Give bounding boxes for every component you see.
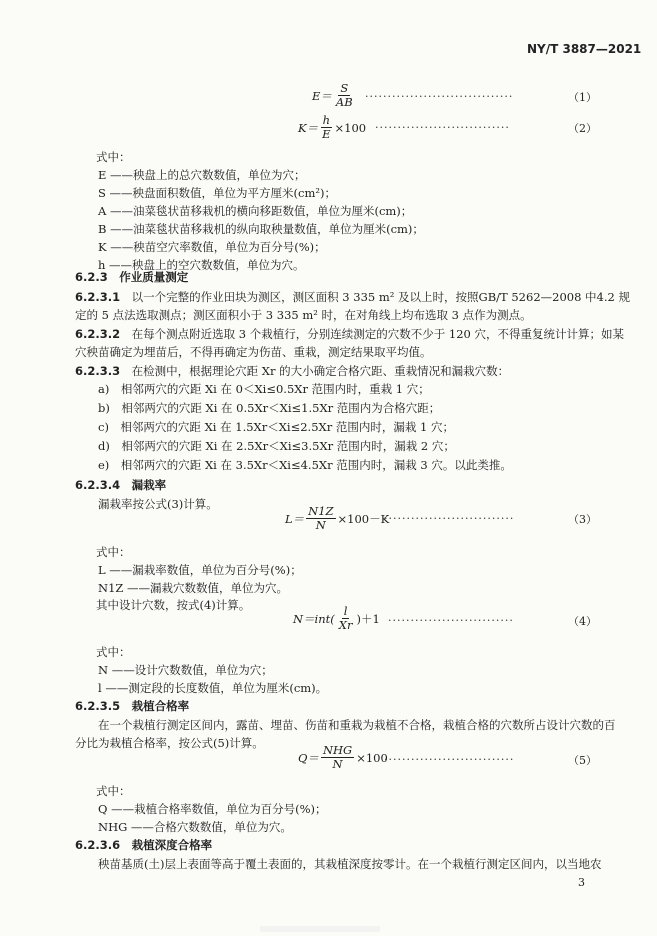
where-3-item: L ——漏栽率数值，单位为百分号(%)； [98,563,302,577]
formula-2-leader: ······························ [375,121,510,134]
list-item: c) 相邻两穴的穴距 Xi 在 1.5Xr＜Xi≤2.5Xr 范围内时，漏栽 1 穴； [98,420,454,434]
section-number: 6.2.3.5 [75,699,121,713]
formula-5-number: （5） [568,754,597,767]
formula-5-leader: ····························· [384,753,515,766]
where-1-item: K ——秧苗空穴率数值，单位为百分号(%)； [98,240,326,254]
section-title: 栽植合格率 [131,699,190,713]
section-6-2-3-6-heading [75,838,212,852]
where-1-item: h ——秧盘上的空穴数数值，单位为穴。 [98,258,305,272]
formula-5-denominator: N [332,757,343,771]
formula-4-leader: ···························· [388,614,514,627]
formula-5 [298,744,388,771]
section-6-2-3-5-heading [75,699,189,713]
section-title: 漏栽率 [131,478,167,492]
scan-artifact [260,926,380,932]
clause-6-2-3-3-list [98,382,512,477]
clause-number: 6.2.3.3 [75,364,121,378]
where-1-item: S ——秧盘面积数值，单位为平方厘米(cm²)； [98,186,336,200]
where-4-title: 式中： [96,645,131,659]
section-number: 6.2.3.4 [75,478,121,492]
clause-6-2-3-2-cont: 穴秧苗确定为埋苗后，不得再确定为伤苗、重栽，测定结果取平均值。 [75,345,432,359]
where-1-list [98,168,424,276]
formula-4-number: （4） [568,615,597,628]
formula-3-denominator: N [315,518,326,532]
formula-3-lhs: L＝ [285,511,305,526]
formula-2 [298,114,366,141]
formula-1-denominator: AB [335,95,353,109]
where-5-item: NHG ——合格穴数数值，单位为穴。 [98,820,292,834]
where-4-item: N ——设计穴数数值，单位为穴； [98,663,273,677]
where-3-title: 式中： [96,545,131,559]
formula-2-numerator: h [322,113,330,127]
where-4-list [98,663,327,699]
standard-number: NY/T 3887—2021 [527,42,642,56]
clause-line: 在每个测点附近选取 3 个栽植行，分别连续测定的穴数不少于 120 穴，不得重复统计计算；如某 [131,327,625,341]
where-5-item: Q ——栽植合格率数值，单位为百分号(%)； [98,802,327,816]
formula-5-tail: ×100 [356,750,388,765]
where-1-title: 式中： [96,150,131,164]
formula-4-denominator: Xr [338,618,353,632]
clause-6-2-3-2 [75,327,624,341]
formula-3 [285,505,389,532]
formula-4-numerator: l [343,604,348,618]
section-6-2-3-heading [75,270,188,284]
where-3-after: 其中设计穴数，按式(4)计算。 [96,598,251,612]
section-number: 6.2.3.6 [75,838,121,852]
clause-line: 在检测中，根据理论穴距 Xr 的大小确定合格穴距、重栽情况和漏栽穴数： [131,364,510,378]
formula-3-leader: ····························· [384,512,515,525]
formula-3-numerator: N1Z [308,504,334,518]
formula-1 [312,82,357,109]
formula-1-numerator: S [340,81,349,95]
where-4-item: l ——测定段的长度数值，单位为厘米(cm)。 [98,681,328,695]
formula-2-denominator: E [322,127,331,141]
section-6-2-3-5-line2: 分比为栽植合格率，按公式(5)计算。 [75,736,264,750]
page-number: 3 [578,876,585,889]
list-item: b) 相邻两穴的穴距 Xi 在 0.5Xr＜Xi≤1.5Xr 范围内为合格穴距； [98,401,441,415]
section-6-2-3-5-line1: 在一个栽植行测定区间内，露苗、埋苗、伤苗和重栽为栽植不合格，栽植合格的穴数所占设计穴数的百 [98,718,616,732]
where-1-item: E ——秧盘上的总穴数数值，单位为穴； [98,168,306,182]
formula-4-lhs: N＝int( [293,611,335,626]
clause-line: 以一个完整的作业田块为测区，测区面积 3 335 m² 及以上时，按照GB/T 5262—2008 中4.2 规 [131,290,630,304]
section-number: 6.2.3 [75,270,108,284]
formula-2-lhs: K＝ [298,120,319,135]
formula-5-numerator: NHG [322,743,353,757]
clause-number: 6.2.3.1 [75,290,121,304]
list-item: a) 相邻两穴的穴距 Xi 在 0＜Xi≤0.5Xr 范围内时，重栽 1 穴； [98,382,430,396]
section-6-2-3-4-heading [75,478,166,492]
where-5-title: 式中： [96,784,131,798]
formula-3-tail: ×100－K [337,511,390,526]
where-1-item: B ——油菜毯状苗移栽机的纵向取秧量数值，单位为厘米(cm)； [98,222,424,236]
section-title: 栽植深度合格率 [131,838,213,852]
clause-6-2-3-1 [75,290,630,304]
where-3-item: N1Z ——漏栽穴数数值，单位为穴。 [98,581,289,595]
section-6-2-3-6-line1: 秧苗基质(土)层上表面等高于覆土表面的，其栽植深度按零计。在一个栽植行测定区间内，以当地农 [98,857,602,871]
formula-3-number: （3） [568,513,597,526]
formula-4 [293,605,380,632]
where-3-list [98,563,302,599]
clause-6-2-3-1-cont: 定的 5 点法选取测点；测区面积小于 3 335 m² 时，在对角线上均布选取 3 点作为测点。 [75,308,532,322]
clause-number: 6.2.3.2 [75,327,121,341]
formula-1-lhs: E＝ [312,88,332,103]
where-1-item: A ——油菜毯状苗移栽机的横向移距数值，单位为厘米(cm)； [98,204,413,218]
section-title: 作业质量测定 [119,270,189,284]
list-item: d) 相邻两穴的穴距 Xi 在 2.5Xr＜Xi≤3.5Xr 范围内时，漏栽 2 穴； [98,439,455,453]
formula-1-leader: ································· [365,90,514,103]
section-6-2-3-4-intro: 漏栽率按公式(3)计算。 [98,497,218,511]
clause-6-2-3-3 [75,364,509,378]
formula-2-tail: ×100 [334,120,367,135]
formula-2-number: （2） [568,122,597,135]
where-5-list [98,802,326,838]
formula-5-lhs: Q＝ [298,750,319,765]
list-item: e) 相邻两穴的穴距 Xi 在 3.5Xr＜Xi≤4.5Xr 范围内时，漏栽 3 穴。以此类推。 [98,458,512,472]
formula-4-tail: )＋1 [356,611,380,626]
formula-1-number: （1） [568,91,597,104]
